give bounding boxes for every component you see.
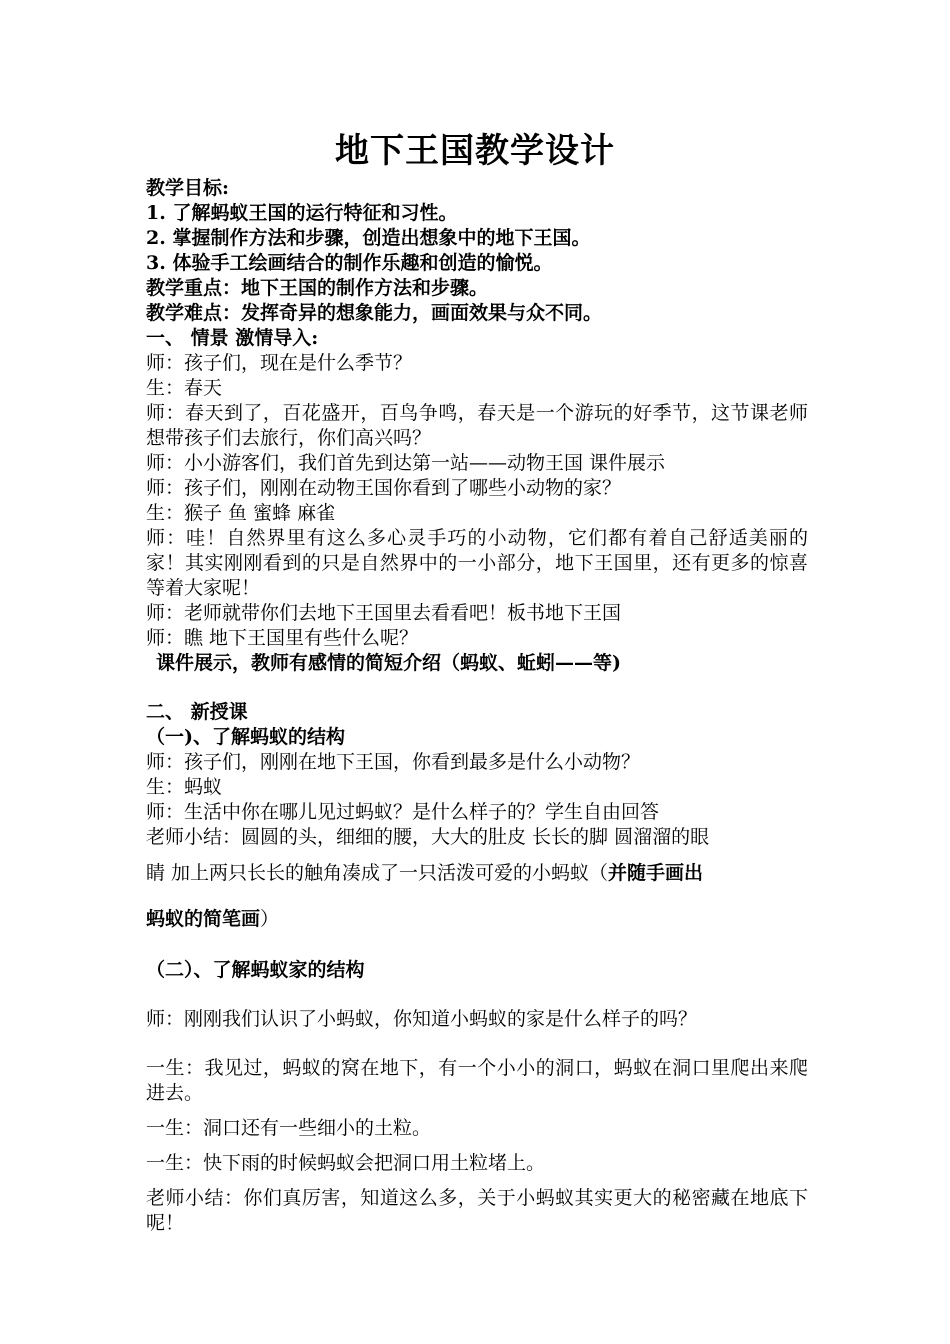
dialogue-line: 师：孩子们，刚刚在动物王国你看到了哪些小动物的家？ — [146, 477, 622, 499]
part1-heading: （一)、了解蚂蚁的结构 — [146, 726, 345, 748]
dialogue-line: 师：生活中你在哪儿见过蚂蚁？是什么样子的？学生自由回答 — [146, 801, 660, 823]
dialogue-line: 生：蚂蚁 — [146, 776, 223, 798]
summary-line — [146, 850, 808, 896]
dialogue-line: 一生：我见过，蚂蚁的窝在地下，有一个小小的洞口，蚂蚁在洞口里爬出来爬进去。 — [146, 1057, 808, 1104]
dialogue-line: 师：瞧 地下王国里有些什么呢？ — [146, 627, 419, 649]
objective-item: 2. 掌握制作方法和步骤，创造出想象中的地下王国。 — [146, 227, 591, 249]
dialogue-line: 生：春天 — [146, 377, 223, 399]
summary-line: 老师小结：圆圆的头，细细的腰，大大的肚皮 长长的脚 圆溜溜的眼 — [146, 826, 710, 848]
summary-text: 睛 加上两只长长的触角凑成了一只活泼可爱的小蚂蚁（ — [146, 862, 609, 884]
dialogue-line: 师：刚刚我们认识了小蚂蚁，你知道小蚂蚁的家是什么样子的吗？ — [146, 1008, 698, 1030]
section1-heading: 一、 情景 激情导入: — [146, 327, 319, 349]
dialogue-line: 师：孩子们，现在是什么季节？ — [146, 352, 413, 374]
dialogue-line: 一生：快下雨的时候蚂蚁会把洞口用土粒堵上。 — [146, 1152, 546, 1174]
document-body — [146, 176, 808, 1236]
courseware-note: 课件展示，教师有感情的简短介绍（蚂蚁、蚯蚓——等) — [156, 652, 621, 674]
dialogue-line: 师：老师就带你们去地下王国里去看看吧！板书地下王国 — [146, 602, 622, 624]
dialogue-line: 师：春天到了，百花盛开，百鸟争鸣，春天是一个游玩的好季节，这节课老师想带孩子们去旅行，你们高兴吗？ — [146, 402, 808, 449]
summary-bold-text: 并随手画出 — [608, 862, 704, 884]
summary-bold-text: 蚂蚁的简笔画 — [146, 908, 261, 930]
objective-item: 3. 体验手工绘画结合的制作乐趣和创造的愉悦。 — [146, 252, 553, 274]
difficulty-point: 教学难点：发挥奇异的想象能力，画面效果与众不同。 — [146, 302, 603, 324]
part2-heading: （二）、了解蚂蚁家的结构 — [146, 959, 365, 981]
objectives-heading: 教学目标: — [146, 177, 230, 199]
dialogue-line: 师：哇！自然界里有这么多心灵手巧的小动物，它们都有着自己舒适美丽的家！其实刚刚看到的只是自然界中的一小部分，地下王国里，还有更多的惊喜等着大家呢！ — [146, 527, 808, 599]
key-point: 教学重点：地下王国的制作方法和步骤。 — [146, 277, 489, 299]
section2-heading: 二、 新授课 — [146, 701, 248, 723]
dialogue-line: 师：小小游客们，我们首先到达第一站——动物王国 课件展示 — [146, 452, 666, 474]
dialogue-line: 一生：洞口还有一些细小的土粒。 — [146, 1117, 432, 1139]
dialogue-line: 师：孩子们，刚刚在地下王国，你看到最多是什么小动物？ — [146, 751, 641, 773]
objective-item: 1. 了解蚂蚁王国的运行特征和习性。 — [146, 202, 458, 224]
dialogue-line: 生：猴子 鱼 蜜蜂 麻雀 — [146, 502, 336, 524]
summary-line — [146, 896, 808, 942]
summary-text: ） — [260, 908, 280, 930]
page-title: 地下王国教学设计 — [335, 131, 615, 171]
dialogue-line: 老师小结：你们真厉害，知道这么多，关于小蚂蚁其实更大的秘密藏在地底下呢！ — [146, 1187, 808, 1234]
